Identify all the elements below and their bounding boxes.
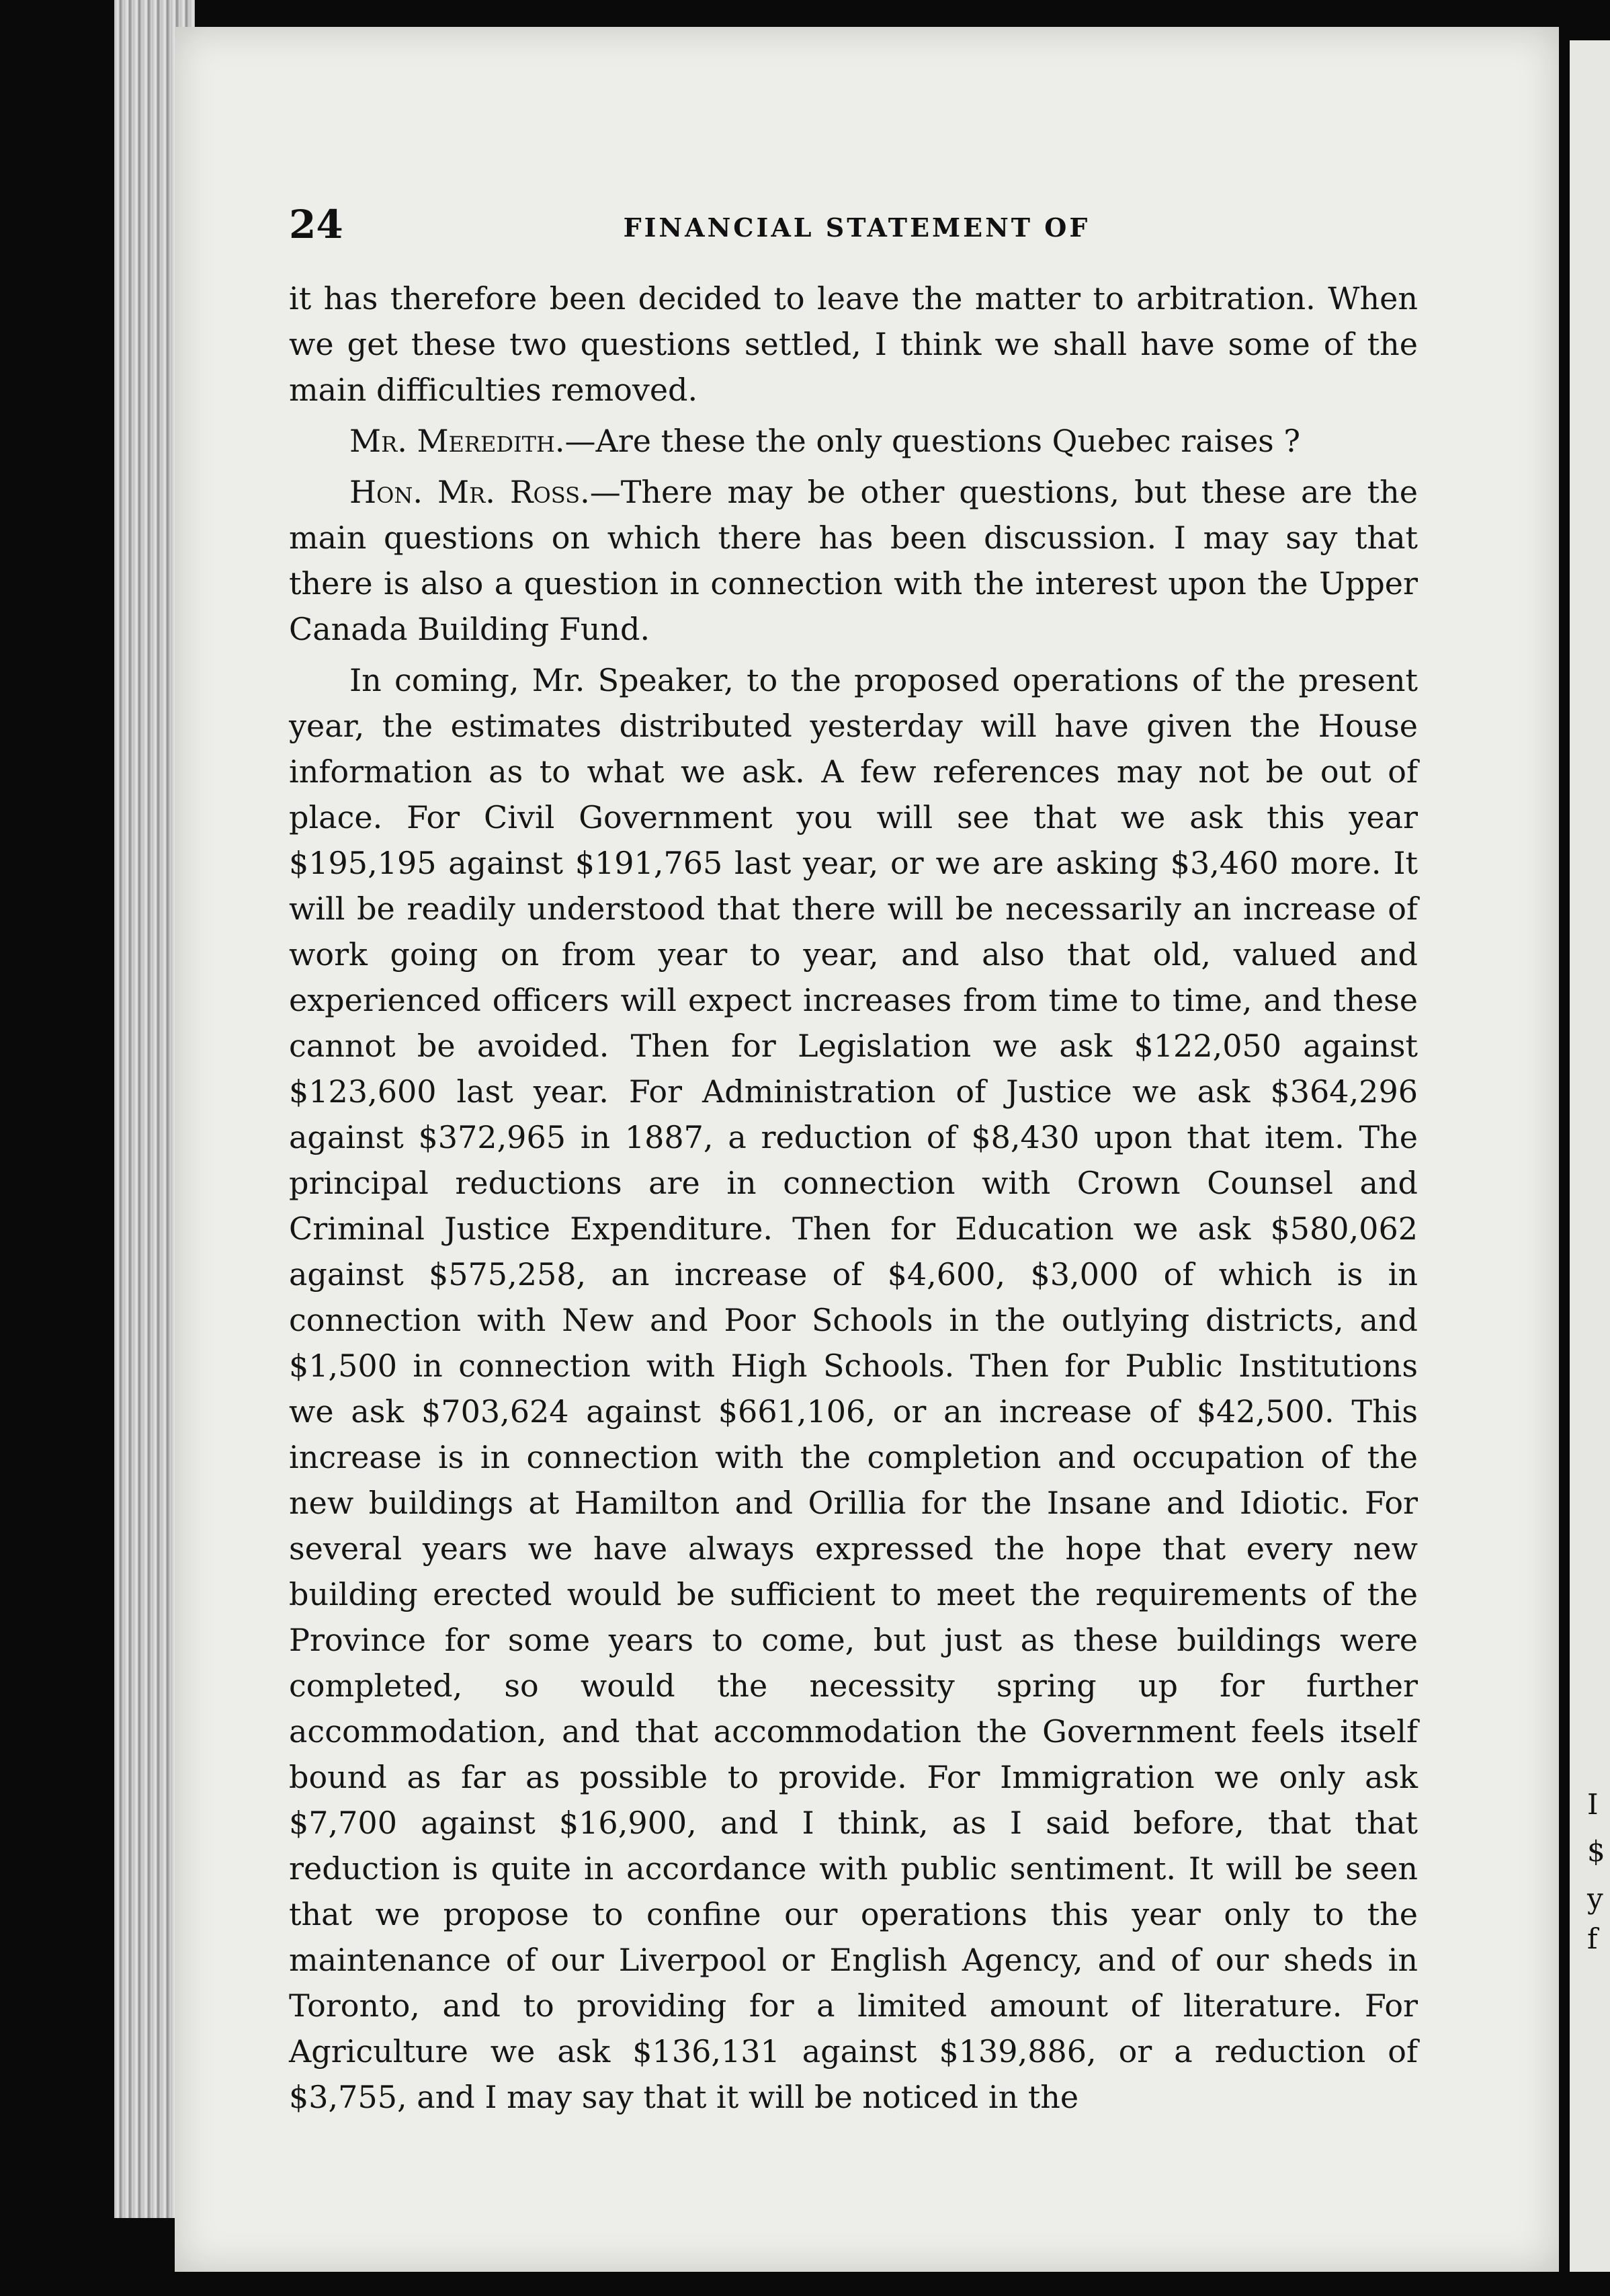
paragraph: [289, 469, 1418, 652]
paragraph-text: it has therefore been decided to leave the matter to arbitration. When we get these two questions settled, I think we shall have some of the main difficulties removed.: [289, 280, 1418, 408]
facing-page-glyph: y: [1587, 1882, 1603, 1915]
paragraph: [289, 276, 1418, 413]
speaker-name: Hon. Mr. Ross.: [349, 474, 590, 510]
paragraph-text: —There may be other questions, but these are the main questions on which there has been discussion. I may say that there is also a question in connection with the interest upon the Upper Canada Building Fund.: [289, 474, 1418, 647]
paragraph-text: —Are these the only questions Quebec raises ?: [564, 423, 1301, 459]
page-header: [289, 202, 1425, 255]
body-text: [289, 276, 1418, 2125]
speaker-name: Mr. Meredith.: [349, 423, 565, 459]
paragraph-text: In coming, Mr. Speaker, to the proposed operations of the present year, the estimates distributed yesterday will have given the House information as to what we ask. A few references may not be out of place. For Civil Government you will see that we ask this year $195,195 against $191,765 last year, or we are asking $3,460 more. It will be readily understood that there will be necessarily an increase of work going on from year to year, and also that old, valued and experienced officers will expect increases from time to time, and these cannot be avoided. Then for Legislation we ask $122,050 against $123,600 last year. For Administration of Justice we ask $364,296 against $372,965 in 1887, a reduction of $8,430 upon that item. The principal reductions are in connection with Crown Counsel and Criminal Justice Expenditure. Then for Education we ask $580,062 against $575,258, an increase of $4,600, $3,000 of which is in connection with New and Poor Schools in the outlying districts, and $1,500 in connection with High Schools. Then for Public Institutions we ask $703,624 against $661,106, or an increase of $42,500. This increase is in connection with the completion and occupation of the new buildings at Hamilton and Orillia for the Insane and Idiotic. For several years we have always expressed the hope that every new building erected would be sufficient to meet the requirements of the Province for some years to come, but just as these buildings were completed, so would the necessity spring up for further accommodation, and that accommodation the Government feels itself bound as far as possible to provide. For Immigration we only ask $7,700 against $16,900, and I think, as I said before, that that reduction is quite in accordance with public sentiment. It will be seen that we propose to confine our operations this year only to the maintenance of our Liverpool or English Agency, and of our sheds in Toronto, and to providing for a limited amount of literature. For Agriculture we ask $136,131 against $139,886, or a reduction of $3,755, and I may say that it will be noticed in the: [289, 662, 1418, 2115]
running-head: FINANCIAL STATEMENT OF: [623, 212, 1091, 243]
facing-page-glyph: f: [1587, 1922, 1598, 1955]
page-number: 24: [289, 202, 343, 247]
facing-page-glyph: $: [1587, 1835, 1605, 1868]
paragraph: [289, 418, 1418, 464]
facing-page-glyph: I: [1587, 1788, 1599, 1821]
paragraph: [289, 657, 1418, 2120]
